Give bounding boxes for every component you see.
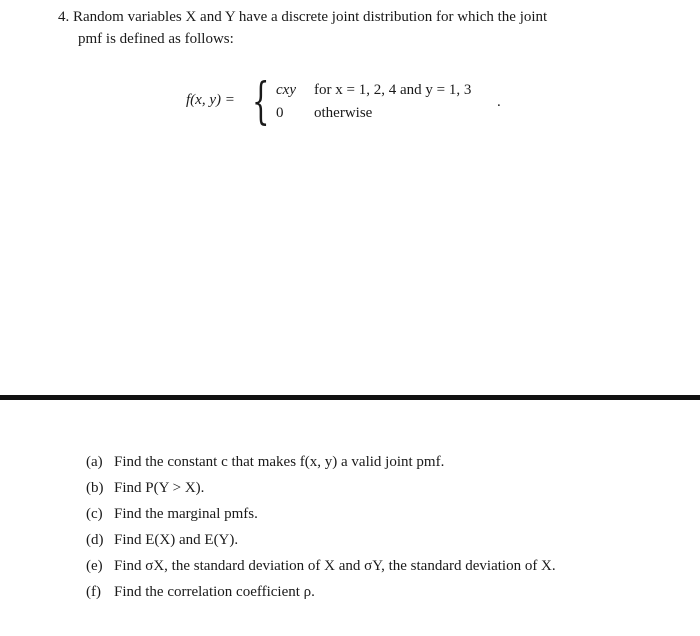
part-text: Find E(X) and E(Y). [114,532,239,548]
part-label: (e) [86,558,103,574]
case-2-expression: 0 [276,105,284,121]
part-e [86,556,626,577]
problem-line-2: pmf is defined as follows: [78,31,234,47]
part-c [86,504,626,525]
part-text: Find the marginal pmfs. [114,506,258,522]
part-f [86,582,626,603]
case-2-condition: otherwise [314,105,373,121]
formula-lhs: f(x, y) = [186,92,235,108]
part-label: (f) [86,584,101,600]
part-text: Find P(Y > X). [114,480,205,496]
left-brace: { [252,72,270,130]
question-parts [86,452,626,608]
part-label: (c) [86,506,103,522]
section-divider [0,395,700,400]
part-label: (a) [86,454,103,470]
formula-period: . [497,94,501,110]
part-text: Find the correlation coefficient ρ. [114,584,315,600]
part-label: (b) [86,480,104,496]
part-d [86,530,626,551]
part-text: Find the constant c that makes f(x, y) a valid joint pmf. [114,454,445,470]
part-text: Find σX, the standard deviation of X and σY, the standard deviation of X. [114,558,556,574]
part-a [86,452,626,473]
part-label: (d) [86,532,104,548]
part-b [86,478,626,499]
case-1-condition: for x = 1, 2, 4 and y = 1, 3 [314,82,472,98]
pmf-formula [186,72,526,130]
problem-line-1: 4. Random variables X and Y have a discrete joint distribution for which the joint [58,9,548,25]
case-1-expression: cxy [276,82,296,98]
problem-statement [58,6,668,50]
